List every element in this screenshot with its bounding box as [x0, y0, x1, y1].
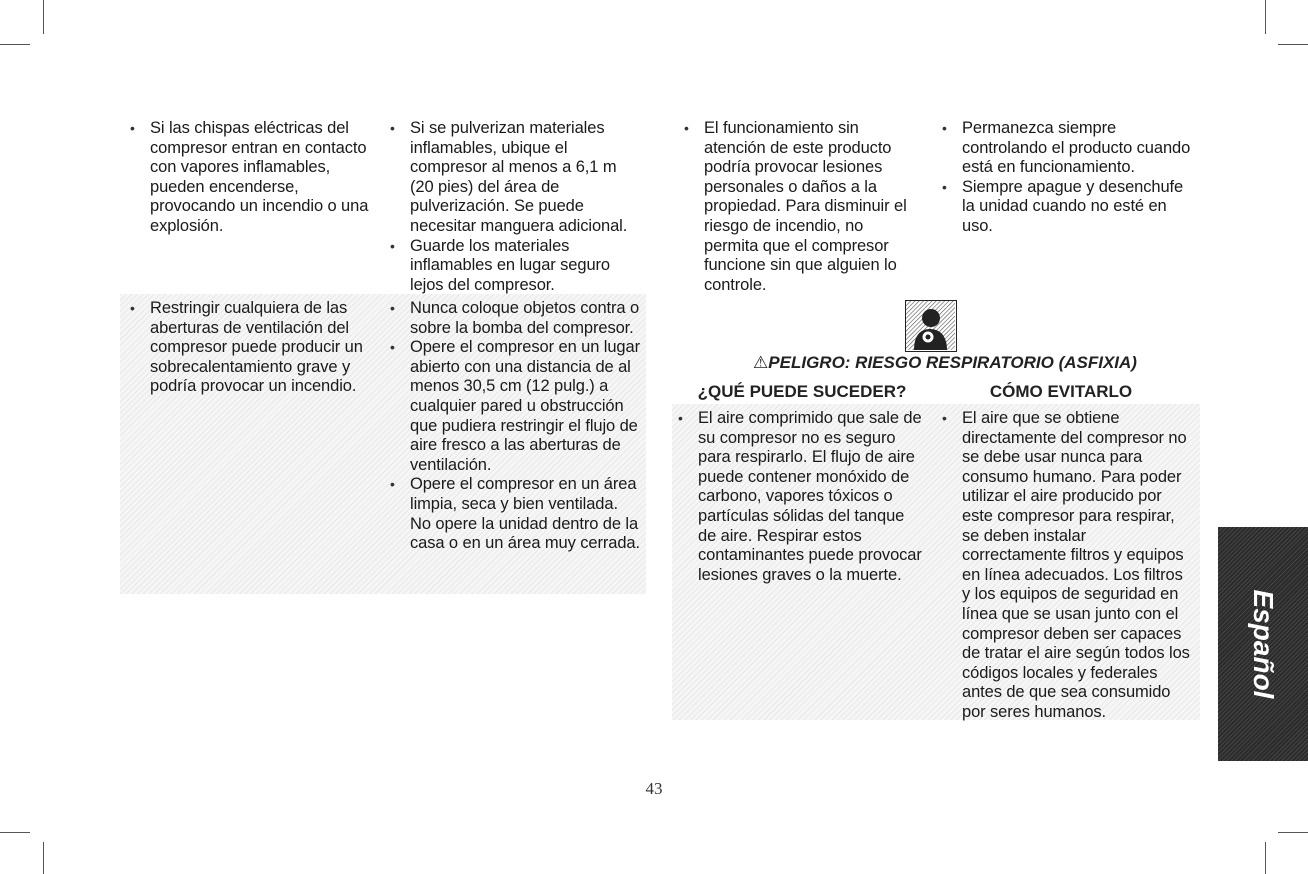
crop-mark	[1278, 832, 1308, 833]
bullet-item: • El funcionamiento sin atención de este producto podría provocar lesiones personales o daños a la propiedad. Para disminuir el riesgo de incendio, no permita que el compresor funcione sin que alguien lo controle.	[684, 119, 914, 295]
left-top-column-2	[390, 119, 640, 295]
left-bottom-column-1	[130, 299, 365, 397]
bullet-item: • Opere el compresor en un lugar abierto con una distancia de al menos 30,5 cm (12 pulg.) a cualquier pared u obstrucción que pudiera restringir el flujo de aire fresco a las aberturas de ventilación.	[390, 338, 642, 475]
danger-heading	[690, 353, 1200, 373]
bullet-item: • Nunca coloque objetos contra o sobre la bomba del compresor.	[390, 299, 642, 338]
bullet-item: • El aire que se obtiene directamente del compresor no se debe usar nunca para consumo humano. Para poder utilizar el aire producido por este compresor para respirar, se deben instalar correctamente filtros y equipos en línea adecuados. Los filtros y los equipos de seguridad en línea que se usan junto con el compresor deben ser capaces de tratar el aire según todos los códigos locales y federales antes de que sea consumido por seres humanos.	[942, 409, 1194, 723]
bullet-item: • Guarde los materiales inflamables en lugar seguro lejos del compresor.	[390, 237, 640, 296]
crop-mark	[1265, 842, 1266, 874]
crop-mark	[1278, 44, 1308, 45]
bullet-item: • Restringir cualquiera de las aberturas de ventilación del compresor puede producir un sobrecalentamiento grave y podría provocar un incendio.	[130, 299, 365, 397]
crop-mark	[43, 842, 44, 874]
column-heading-how-to-avoid: CÓMO EVITARLO	[989, 382, 1133, 401]
bullet-item: • Siempre apague y desenchufe la unidad cuando no esté en uso.	[942, 178, 1192, 237]
language-tab-label: Español	[1248, 589, 1279, 699]
left-bottom-column-2	[390, 299, 642, 554]
left-top-column-1	[130, 119, 370, 237]
bullet-item: • Opere el compresor en un área limpia, seca y bien ventilada. No opere la unidad dentro de la casa o en un área muy cerrada.	[390, 475, 642, 553]
bullet-item: • El aire comprimido que sale de su compresor no es seguro para respirarlo. El flujo de aire puede contener monóxido de carbono, vapores tóxicos o partículas sólidas del tanque de aire. Respirar estos contaminantes puede provocar lesiones graves o la muerte.	[678, 409, 923, 585]
warning-triangle-icon: ⚠	[753, 353, 769, 372]
right-top-column-1	[684, 119, 914, 295]
crop-mark	[0, 44, 30, 45]
column-heading-what-can-happen: ¿QUÉ PUEDE SUCEDER?	[697, 382, 907, 401]
crop-mark	[0, 832, 30, 833]
danger-column-1	[678, 409, 923, 585]
crop-mark	[1265, 0, 1266, 34]
danger-title-text: PELIGRO: RIESGO RESPIRATORIO (ASFIXIA)	[768, 353, 1137, 372]
crop-mark	[43, 0, 44, 34]
right-top-column-2	[942, 119, 1192, 237]
language-side-tab	[1218, 527, 1308, 761]
bullet-item: • Si se pulverizan materiales inflamables, ubique el compresor al menos a 6,1 m (20 pies) del área de pulverización. Se puede necesitar manguera adicional.	[390, 119, 640, 237]
page-number: 43	[645, 779, 663, 798]
bullet-item: • Si las chispas eléctricas del compresor entran en contacto con vapores inflamables, pueden encenderse, provocando un incendio o una explosión.	[130, 119, 370, 237]
danger-column-2	[942, 409, 1194, 723]
respiratory-hazard-icon	[905, 300, 957, 352]
bullet-item: • Permanezca siempre controlando el producto cuando está en funcionamiento.	[942, 119, 1192, 178]
